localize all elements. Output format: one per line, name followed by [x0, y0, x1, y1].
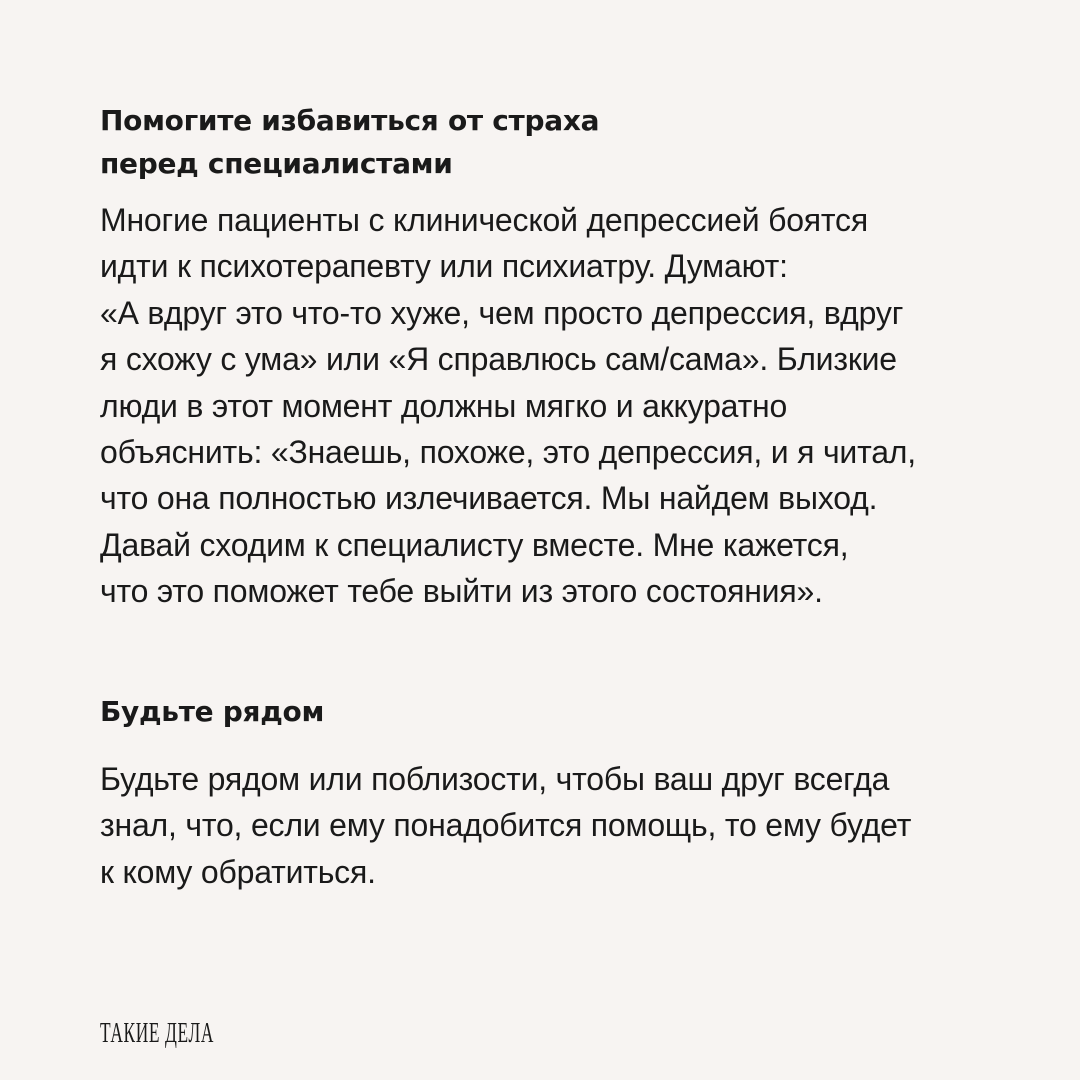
section-help-overcome-fear	[100, 99, 1040, 615]
section-be-near	[100, 690, 1040, 895]
section-body	[100, 756, 1040, 895]
heading-line: Помогите избавиться от страха	[100, 104, 600, 137]
body-line: Многие пациенты с клинической депрессией боятся	[100, 202, 868, 238]
body-line: идти к психотерапевту или психиатру. Думают:	[100, 248, 788, 285]
section-heading	[100, 690, 1040, 733]
heading-line: перед специалистами	[100, 147, 453, 180]
body-line: что это поможет тебе выйти из этого состояния».	[100, 573, 823, 610]
body-line: знал, что, если ему понадобится помощь, то ему будет	[100, 807, 912, 844]
body-line: Давай сходим к специалисту вместе. Мне кажется,	[100, 526, 849, 563]
body-line: «А вдруг это что-то хуже, чем просто депрессия, вдруг	[100, 294, 904, 331]
section-heading	[100, 99, 1040, 185]
body-line: люди в этот момент должны мягко и аккуратно	[100, 387, 788, 424]
body-line: я схожу с ума» или «Я справлюсь сам/сама». Близкие	[100, 341, 897, 378]
body-line: объяснить: «Знаешь, похоже, это депрессия, и я читал,	[100, 434, 916, 471]
brand-logo: ТАКИЕ ДЕЛА	[100, 1018, 215, 1049]
section-body	[100, 197, 1040, 615]
body-line: что она полностью излечивается. Мы найдем выход.	[100, 480, 878, 517]
body-line: Будьте рядом или поблизости, чтобы ваш друг всегда	[100, 761, 890, 797]
heading-line: Будьте рядом	[100, 695, 325, 728]
body-line: к кому обратиться.	[100, 853, 376, 890]
